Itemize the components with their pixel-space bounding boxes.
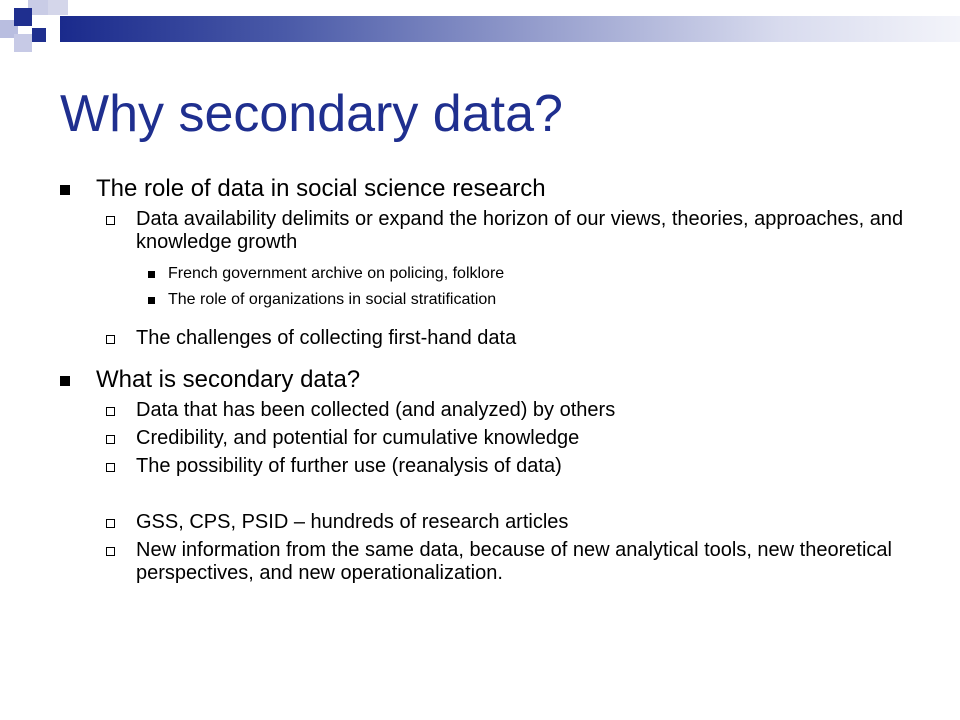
bullet-section xyxy=(60,363,940,588)
square-bullet-icon xyxy=(60,185,70,195)
sub-bullet-text: The challenges of collecting first-hand data xyxy=(136,327,517,349)
sub-bullet-item xyxy=(106,397,940,425)
hollow-square-bullet-icon xyxy=(106,335,115,344)
decorative-square xyxy=(14,8,32,26)
sub-bullet-item xyxy=(106,325,940,353)
slide-title: Why secondary data? xyxy=(60,85,563,143)
small-square-bullet-icon xyxy=(148,297,155,304)
sub-bullet-item xyxy=(106,425,940,453)
hollow-square-bullet-icon xyxy=(106,463,115,472)
sub-bullet-text: GSS, CPS, PSID – hundreds of research articles xyxy=(136,511,569,533)
decorative-square xyxy=(32,28,46,42)
hollow-square-bullet-icon xyxy=(106,547,115,556)
decorative-square xyxy=(14,34,32,52)
slide-body xyxy=(60,172,940,588)
decorative-square xyxy=(48,0,68,15)
sub-bullet-item xyxy=(106,453,940,481)
square-bullet-icon xyxy=(60,376,70,386)
section-heading: The role of data in social science research xyxy=(96,175,546,202)
sub-bullet-item xyxy=(106,509,940,537)
sub-bullet-text: The possibility of further use (reanalysis of data) xyxy=(136,455,562,477)
sub-bullet-item xyxy=(106,206,940,313)
sub-bullet-text: Data availability delimits or expand the horizon of our views, theories, approaches, and knowledge growth xyxy=(136,208,904,253)
section-heading: What is secondary data? xyxy=(96,366,361,393)
sub-bullet-text: New information from the same data, because of new analytical tools, new theoretical perspectives, and new operationalization. xyxy=(136,539,892,584)
sub-bullet-list xyxy=(106,206,940,353)
bullet-section xyxy=(60,172,940,353)
header-gradient-bar xyxy=(60,16,960,42)
section-heading-row xyxy=(60,172,940,206)
sub-bullet-list xyxy=(106,397,940,588)
hollow-square-bullet-icon xyxy=(106,519,115,528)
sub-bullet-text: Data that has been collected (and analyzed) by others xyxy=(136,399,616,421)
hollow-square-bullet-icon xyxy=(106,216,115,225)
section-heading-row xyxy=(60,363,940,397)
detail-bullet-text: The role of organizations in social stratification xyxy=(168,291,497,308)
sub-bullet-item xyxy=(106,537,940,588)
detail-bullet-text: French government archive on policing, folklore xyxy=(168,265,505,282)
detail-bullet-list xyxy=(148,261,940,313)
sub-bullet-text: Credibility, and potential for cumulative knowledge xyxy=(136,427,580,449)
small-square-bullet-icon xyxy=(148,271,155,278)
detail-bullet-item xyxy=(148,287,940,313)
hollow-square-bullet-icon xyxy=(106,435,115,444)
detail-bullet-item xyxy=(148,261,940,287)
hollow-square-bullet-icon xyxy=(106,407,115,416)
bullet-list xyxy=(60,172,940,588)
